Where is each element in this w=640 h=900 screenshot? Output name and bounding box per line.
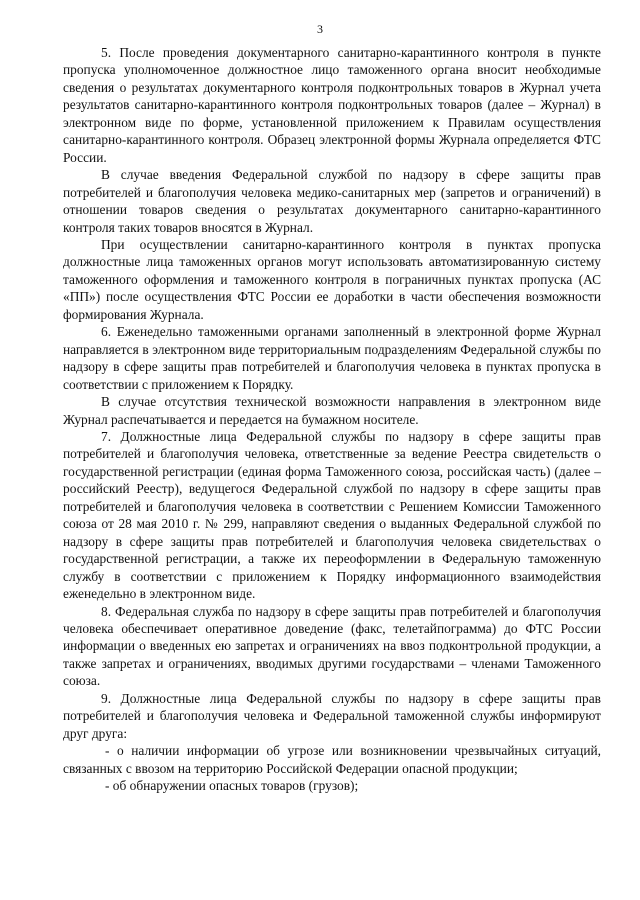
page-number: 3 <box>317 22 323 36</box>
paragraph-5-medical-measures: В случае введения Федеральной службой по надзору в сфере защиты прав потребителей и благополучия человека медико-санитарных мер (запретов и ограничений) в отношении товаров сведения о результатах документарного санитарно-карантинного контроля таких товаров вносятся в Журнал. <box>63 167 601 235</box>
paragraph-9: 9. Должностные лица Федеральной службы по надзору в сфере защиты прав потребителей и благополучия человека и Федеральной таможенной службы информируют друг друга: <box>63 690 601 741</box>
paragraph-8: 8. Федеральная служба по надзору в сфере защиты прав потребителей и благополучия человека обеспечивает оперативное доведение (факс, телетайпограмма) до ФТС России информации о введенных ею запретах и ограничениях на ввоз подконтрольной продукции, а также запретах и ограничениях, вводимых другими государствами – членами Таможенного союза. <box>63 603 601 689</box>
paragraph-6-paper: В случае отсутствия технической возможности направления в электронном виде Журнал распечатывается и передается на бумажном носителе. <box>63 394 601 427</box>
paragraph-5-as-pp: При осуществлении санитарно-карантинного контроля в пунктах пропуска должностные лица таможенных органов могут использовать автоматизированную систему таможенного оформления и таможенного контроля в пограничных пунктах пропуска (АС «ПП») после осуществления ФТС России ее доработки в части обеспечения возможности формирования Журнала. <box>63 236 601 322</box>
list-item-emergency: - о наличии информации об угрозе или возникновении чрезвычайных ситуаций, связанных с ввозом на территорию Российской Федерации опасной продукции; <box>63 743 601 776</box>
document-body <box>63 44 601 794</box>
paragraph-7: 7. Должностные лица Федеральной службы по надзору в сфере защиты прав потребителей и благополучия человека, ответственные за ведение Реестра свидетельств о государственной регистрации (единая форма Таможенного союза, российская часть) (далее – российский Реестр), ведущегося Федеральной службой по надзору в сфере защиты прав потребителей и благополучия человека в соответствии с Решением Комиссии Таможенного союза от 28 мая 2010 г. № 299, направляют сведения о выданных Федеральной службой по надзору в сфере защиты прав потребителей и благополучия человека свидетельствах о государственной регистрации, а также их переоформлении в Федеральную таможенную службу в соответствии с приложением к Порядку информационного взаимодействия еженедельно в электронном виде. <box>63 428 601 602</box>
paragraph-6: 6. Еженедельно таможенными органами заполненный в электронной форме Журнал направляется в электронном виде территориальным подразделениям Федеральной службы по надзору в сфере защиты прав потребителей и благополучия человека в пунктах пропуска в соответствии с приложением к Порядку. <box>63 324 601 392</box>
paragraph-5: 5. После проведения документарного санитарно-карантинного контроля в пункте пропуска уполномоченное должностное лицо таможенного органа вносит необходимые сведения о результатах документарного контроля подконтрольных товаров в Журнал учета результатов санитарно-карантинного контроля подконтрольных товаров (далее – Журнал) в электронном виде по форме, установленной приложением к Правилам осуществления санитарно-карантинного контроля. Образец электронной формы Журнала определяется ФТС России. <box>63 45 601 165</box>
list-item-dangerous-goods: - об обнаружении опасных товаров (грузов); <box>105 778 359 794</box>
